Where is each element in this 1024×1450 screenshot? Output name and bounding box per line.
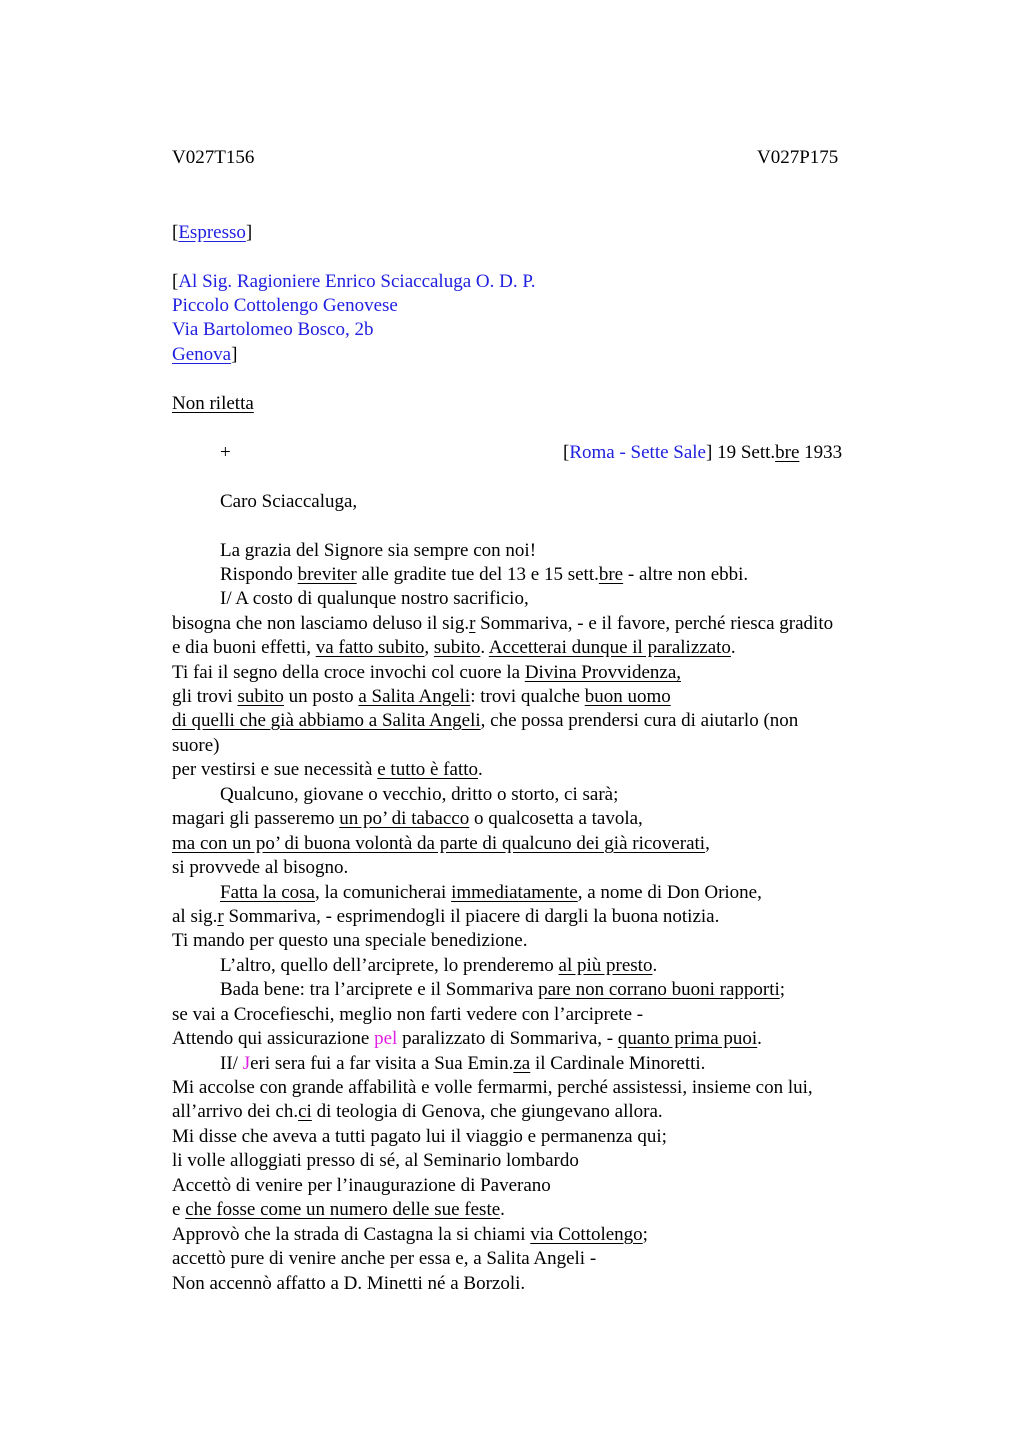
underlined-run: un po’ di tabacco: [339, 808, 470, 829]
body-line-26: li volle alloggiati presso di sé, al Seminario lombardo: [172, 1150, 579, 1171]
body-line-5: [172, 636, 736, 660]
text-run: L’altro, quello dell’arciprete, lo prenderemo: [220, 955, 559, 976]
text-run: per vestirsi e sue necessità: [172, 759, 378, 780]
underlined-run: al più presto: [558, 955, 653, 976]
body-line-7: [172, 685, 671, 709]
body-line-31: Non accennò affatto a D. Minetti né a Borzoli.: [172, 1273, 526, 1294]
text-run: ;: [642, 1224, 648, 1245]
dateline-date-u: bre: [775, 442, 800, 463]
underlined-run: r: [217, 906, 224, 927]
dateline: [Roma - Sette Sale] 19 Sett.bre 1933: [563, 442, 843, 463]
text-run: Rispondo: [220, 564, 298, 585]
address-city: Genova]: [172, 344, 238, 365]
note-text: Non riletta: [172, 393, 254, 414]
text-run: eri sera fui a far visita a Sua Emin.: [250, 1053, 514, 1074]
underlined-run: e tutto è fatto: [377, 759, 479, 780]
text-run: un posto: [283, 686, 359, 707]
body-line-27: Accettò di venire per l’inaugurazione di Paverano: [172, 1175, 551, 1196]
text-run: e: [172, 1199, 186, 1220]
text-run: o qualcosetta a tavola,: [469, 808, 643, 829]
delivery-mode: [Espresso]: [172, 222, 253, 243]
dateline-date-pre: 19 Sett.: [717, 442, 776, 463]
underlined-run: a Salita Angeli: [358, 686, 471, 707]
text-run: .: [652, 955, 658, 976]
text-run: .: [480, 637, 489, 658]
text-run: magari gli passeremo: [172, 808, 340, 829]
not-reread-note: [172, 392, 254, 416]
body-line-11: Qualcuno, giovane o vecchio, dritto o storto, ci sarà;: [220, 784, 619, 805]
body-line-24: [172, 1100, 663, 1124]
text-run: paralizzato di Sommariva, -: [397, 1028, 618, 1049]
body-line-25: Mi disse che aveva a tutti pagato lui il viaggio e permanenza qui;: [172, 1126, 667, 1147]
text-run: : trovi qualche: [470, 686, 585, 707]
underlined-run: r: [469, 613, 476, 634]
text-run: .: [757, 1028, 762, 1049]
text-run: e dia buoni effetti,: [172, 637, 316, 658]
text-run: al sig.: [172, 906, 218, 927]
address-institution: Piccolo Cottolengo Genovese: [172, 295, 398, 316]
text-run: - altre non ebbi.: [623, 564, 749, 585]
underlined-run: pare non corrano buoni rapporti: [538, 979, 780, 1000]
text-run: gli trovi: [172, 686, 238, 707]
underlined-run: via Cottolengo: [530, 1224, 643, 1245]
body-line-10: [172, 758, 483, 782]
underlined-run: di quelli che già abbiamo a Salita Angeli: [172, 710, 481, 731]
underlined-run: breviter: [297, 564, 357, 585]
text-run: II/: [220, 1053, 243, 1074]
text-run: .: [730, 637, 736, 658]
document-code-left: V027T156: [172, 147, 255, 168]
document-code-right: V027P175: [757, 147, 839, 168]
underlined-run: Accetterai dunque il paralizzato: [488, 637, 731, 658]
address-recipient: [Al Sig. Ragioniere Enrico Sciaccaluga O. D. P.: [172, 271, 536, 292]
text-run: ,: [424, 637, 434, 658]
dateline-year: 1933: [804, 442, 843, 463]
text-run: bisogna che non lasciamo deluso il sig.: [172, 613, 470, 634]
underlined-run: bre: [598, 564, 624, 585]
highlighted-run: J: [242, 1053, 251, 1074]
underlined-run: za: [513, 1053, 531, 1074]
body-line-15: [220, 881, 762, 905]
body-line-2: [220, 563, 748, 587]
underlined-run: subito: [237, 686, 284, 707]
body-line-6: [172, 661, 681, 685]
highlighted-run: pel: [374, 1028, 398, 1049]
text-run: il Cardinale Minoretti.: [530, 1053, 706, 1074]
body-line-20: se vai a Crocefieschi, meglio non farti vedere con l’arciprete -: [172, 1004, 644, 1025]
text-run: .: [500, 1199, 505, 1220]
body-line-8: [172, 709, 798, 733]
recipient-text: Al Sig. Ragioniere Enrico Sciaccaluga O. D. P.: [178, 271, 536, 292]
body-line-3: I/ A costo di qualunque nostro sacrificio,: [220, 588, 529, 609]
text-run: Approvò che la strada di Castagna la si chiami: [172, 1224, 531, 1245]
body-line-28: [172, 1198, 505, 1222]
salutation: Caro Sciaccaluga,: [220, 491, 358, 512]
city-text: Genova: [172, 344, 232, 365]
underlined-run: subito: [433, 637, 481, 658]
text-run: alle gradite tue del 13 e 15 sett.: [356, 564, 599, 585]
text-run: , a nome di Don Orione,: [577, 882, 762, 903]
body-line-30: accettò pure di venire anche per essa e, a Salita Angeli -: [172, 1248, 597, 1269]
address-street: Via Bartolomeo Bosco, 2b: [172, 319, 374, 340]
underlined-run: quanto prima puoi: [617, 1028, 758, 1049]
underlined-run: che fosse come un numero delle sue feste: [185, 1199, 501, 1220]
text-run: di teologia di Genova, che giungevano allora.: [311, 1101, 663, 1122]
body-line-16: [172, 905, 719, 929]
body-line-22: [220, 1052, 705, 1076]
underlined-run: ma con un po’ di buona volontà da parte di qualcuno dei già ricoverati: [172, 833, 706, 854]
body-line-14: si provvede al bisogno.: [172, 857, 349, 878]
delivery-mode-text: Espresso: [178, 222, 246, 243]
body-line-4: [172, 612, 833, 636]
body-line-9: suore): [172, 735, 220, 756]
underlined-run: va fatto subito: [315, 637, 425, 658]
body-line-17: Ti mando per questo una speciale benedizione.: [172, 930, 528, 951]
text-run: .: [478, 759, 483, 780]
text-run: , che possa prendersi cura di aiutarlo (non: [480, 710, 799, 731]
text-run: , la comunicherai: [314, 882, 452, 903]
underlined-run: Fatta la cosa: [220, 882, 315, 903]
dateline-place: Roma - Sette Sale: [569, 442, 706, 463]
text-run: all’arrivo dei ch.: [172, 1101, 299, 1122]
body-line-21: [172, 1027, 762, 1051]
text-run: Sommariva, - e il favore, perché riesca gradito: [475, 613, 834, 634]
body-line-19: [220, 978, 785, 1002]
text-run: Ti fai il segno della croce invochi col cuore la: [172, 662, 525, 683]
text-run: Attendo qui assicurazione: [172, 1028, 375, 1049]
underlined-run: Divina Provvidenza,: [524, 662, 681, 683]
text-run: ,: [705, 833, 710, 854]
body-line-18: [220, 954, 657, 978]
body-line-23: Mi accolse con grande affabilità e volle fermarmi, perché assistessi, insieme con lui,: [172, 1077, 813, 1098]
underlined-run: buon uomo: [584, 686, 671, 707]
body-line-29: [172, 1223, 648, 1247]
body-line-13: [172, 832, 710, 856]
cross-symbol: +: [220, 442, 231, 463]
underlined-run: ci: [298, 1101, 312, 1122]
body-line-12: [172, 807, 643, 831]
text-run: Bada bene: tra l’arciprete e il Sommariva: [220, 979, 539, 1000]
underlined-run: immediatamente: [451, 882, 578, 903]
body-line-1: La grazia del Signore sia sempre con noi!: [220, 540, 537, 561]
text-run: ;: [779, 979, 786, 1000]
text-run: Sommariva, - esprimendogli il piacere di dargli la buona notizia.: [223, 906, 720, 927]
